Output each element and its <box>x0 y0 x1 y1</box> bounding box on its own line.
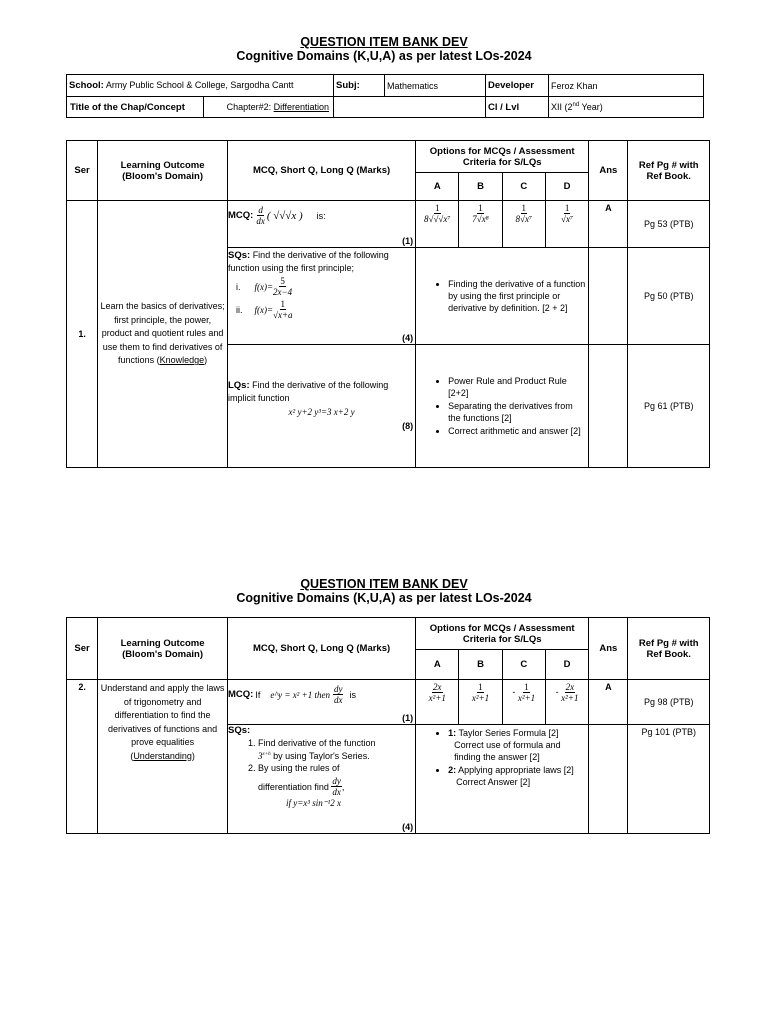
row2-sq-c2b: Correct Answer [2] <box>456 777 531 787</box>
row2-sq <box>227 725 415 834</box>
header-d: D <box>545 173 588 201</box>
row2-sq-c1b: Correct use of formula and finding the answer [2] <box>454 740 561 762</box>
p2-header-lo: Learning Outcome (Bloom's Domain) <box>98 618 228 680</box>
row2-option-c: - $\frac{1}{\text{x²+1}}$ <box>502 680 545 725</box>
row1-sq-ii: ii. <box>235 304 243 315</box>
row1-lq-marks: (8) <box>402 421 414 431</box>
p2-header-b: B <box>459 650 502 680</box>
p2-header-mcq: MCQ, Short Q, Long Q (Marks) <box>227 618 415 680</box>
row2-lo-text: Understand and apply the laws of trigonometry and differentiation to find the derivatives of functions and prove equalities ( <box>100 683 225 761</box>
row1-lq-label: LQs: <box>227 380 250 391</box>
subj-label: Subj: <box>334 75 385 97</box>
page1-main-table <box>66 140 710 468</box>
row1-lq-ref: Pg 61 (PTB) <box>628 345 710 468</box>
row1-sq-ref: Pg 50 (PTB) <box>628 248 710 345</box>
p2-header-c: C <box>502 650 545 680</box>
title-line2: Cognitive Domains (K,U,A) as per latest LOs-2024 <box>236 49 532 63</box>
p2-header-ser: Ser <box>67 618 98 680</box>
row1-option-a: $\frac{1}{\text{8√√√x⁷}}$ <box>416 201 459 248</box>
sq-i-f: f(x)= <box>254 281 274 292</box>
header-mcq: MCQ, Short Q, Long Q (Marks) <box>227 141 415 201</box>
row2-sq-criteria-2 <box>448 764 586 788</box>
row1-sq-criteria: • Finding the derivative of a function by using the first principle or derivative by definition. [2 + 2] <box>448 278 586 314</box>
row1-lo-text: Learn the basics of derivatives; first principle, the power, product and quotient rules and use them to find derivatives of functions ( <box>100 301 225 366</box>
mcq-expression: ( √√√x ) <box>266 209 303 222</box>
info-table <box>66 74 704 118</box>
row1-lq-criteria-2: • Separating the derivatives from the functions [2] <box>448 400 586 424</box>
sq-ii-fraction: $\frac{1}{√x+a}$ <box>273 299 293 320</box>
p2-header-a: A <box>416 650 459 680</box>
title2-line2: Cognitive Domains (K,U,A) as per latest LOs-2024 <box>236 591 532 605</box>
header-ser: Ser <box>67 141 98 201</box>
row1-sq-label: SQs: <box>227 250 251 261</box>
row2-sq-marks: (4) <box>402 822 414 832</box>
row1-mcq-ans: A <box>589 201 628 248</box>
row2-mcq-if: If <box>255 689 261 700</box>
row1-lq-criteria-cell <box>416 345 589 468</box>
row2-mcq-is: is <box>349 689 356 700</box>
p2-header-ref: Ref Pg # with Ref Book. <box>628 618 710 680</box>
row1-mcq <box>227 201 415 248</box>
row2-mcq-ref: Pg 98 (PTB) <box>628 680 710 725</box>
row1-mcq-label: MCQ: <box>227 210 254 221</box>
chap-value-continued <box>334 97 486 118</box>
school-cell <box>67 75 334 97</box>
row1-sq-marks: (4) <box>402 333 414 343</box>
row2-option-b: $\frac{1}{\text{x²+1}}$ <box>459 680 502 725</box>
row2-sq-c1: Taylor Series Formula [2] <box>458 728 559 738</box>
p2-header-ans: Ans <box>589 618 628 680</box>
developer-value: Feroz Khan <box>549 75 704 97</box>
title-line1: QUESTION ITEM BANK DEV <box>300 35 468 49</box>
row1-option-b: $\frac{1}{\text{7√x⁸}}$ <box>459 201 502 248</box>
row1-lo-close: ) <box>204 355 208 366</box>
row2-sq-1b: by using Taylor's Series. <box>273 751 370 761</box>
row1-lo <box>98 201 228 468</box>
row2-sq-label: SQs: <box>227 725 251 736</box>
row1-sq-criteria-cell <box>416 248 589 345</box>
page2-main-table <box>66 617 710 834</box>
chap-label: Title of the Chap/Concept <box>67 97 204 117</box>
row2-ser: 2. <box>67 680 98 834</box>
row2-sq-2c: if y=x³ sin⁻¹2 x <box>285 798 341 808</box>
row1-lq <box>227 345 415 468</box>
chap-value: Differentiation <box>273 102 329 112</box>
title2-line1: QUESTION ITEM BANK DEV <box>300 577 468 591</box>
row2-sq-ans <box>589 725 628 834</box>
header-options: Options for MCQs / Assessment Criteria for S/LQs <box>416 141 589 173</box>
header-a: A <box>416 173 459 201</box>
row2-mcq <box>227 680 415 725</box>
row2-sq-c2-label: 2: <box>448 765 457 775</box>
sq-i-fraction: $\frac{5}{2x-4}$ <box>273 276 293 297</box>
header-ans: Ans <box>589 141 628 201</box>
row1-lq-text: Find the derivative of the following implicit function <box>227 380 389 403</box>
row2-sq-1-text: Find derivative of the function <box>257 738 376 748</box>
row2-lo-close: ) <box>191 750 195 761</box>
row1-lq-ans <box>589 345 628 468</box>
row2-mcq-eq: e^y = x² +1 then <box>270 689 330 700</box>
row2-sq-2-text: By using the rules of <box>257 763 340 773</box>
header-c: C <box>502 173 545 201</box>
mcq-ddx: $\frac{d}{dx}$ <box>256 205 265 226</box>
row1-sq-i: i. <box>235 281 241 292</box>
cl-label: Cl / Lvl <box>486 97 549 118</box>
row2-mcq-dydx: $\frac{dy}{dx}$ <box>333 684 343 705</box>
row1-mcq-ref: Pg 53 (PTB) <box>628 201 710 248</box>
row2-option-d: - $\frac{2x}{\text{x²+1}}$ <box>545 680 588 725</box>
chap-cell <box>67 97 334 118</box>
row2-sq-ref: Pg 101 (PTB) <box>628 725 710 834</box>
row2-mcq-ans: A <box>589 680 628 725</box>
developer-label: Developer <box>486 75 549 97</box>
row1-sq-ans <box>589 248 628 345</box>
row1-sq-text: Find the derivative of the following function using the first principle; <box>227 250 389 273</box>
row1-lq-criteria-3: • Correct arithmetic and answer [2] <box>448 425 586 437</box>
row2-sq-1: 1. Find derivative of the function $3^{x+h}$ by using Taylor's Series. <box>258 737 415 762</box>
header-ref: Ref Pg # with Ref Book. <box>628 141 710 201</box>
row2-sq-c2: Applying appropriate laws [2] <box>458 765 574 775</box>
row2-sq-2b: differentiation find <box>257 781 329 792</box>
row2-sq-criteria-cell <box>416 725 589 834</box>
row1-mcq-is: is: <box>316 210 326 221</box>
row2-sq-2: 2. By using the rules of differentiation find $\frac{dy}{dx}$ , <box>258 762 415 797</box>
row1-lq-criteria-1: • Power Rule and Product Rule [2+2] <box>448 375 586 399</box>
row2-lo-domain: Understanding <box>133 750 192 761</box>
row2-sq-criteria-1 <box>448 727 586 763</box>
p2-header-d: D <box>545 650 588 680</box>
row2-sq-c1-label: 1: <box>448 728 457 738</box>
page1-title <box>0 35 768 63</box>
header-lo: Learning Outcome (Bloom's Domain) <box>98 141 228 201</box>
row2-mcq-marks: (1) <box>402 713 414 723</box>
chap-prefix: Chapter#2: <box>226 102 272 112</box>
row2-lo <box>98 680 228 834</box>
row1-mcq-marks: (1) <box>402 236 414 246</box>
cl-value-cell: XII (2nd Year) <box>549 97 704 118</box>
sq-ii-f: f(x)= <box>254 304 274 315</box>
row1-option-c: $\frac{1}{\text{8√x⁷}}$ <box>502 201 545 248</box>
row1-sq <box>227 248 415 345</box>
school-label: School: <box>69 80 104 91</box>
page2-title <box>0 577 768 605</box>
row1-lo-domain: Knowledge <box>159 355 205 366</box>
row1-ser: 1. <box>67 201 98 468</box>
school-value: Army Public School & College, Sargodha Cantt <box>105 80 294 90</box>
p2-header-options: Options for MCQs / Assessment Criteria for S/LQs <box>416 618 589 650</box>
row1-lq-eq: x² y+2 y³=3 x+2 y <box>288 407 355 417</box>
header-b: B <box>459 173 502 201</box>
row2-mcq-label: MCQ: <box>227 689 254 700</box>
row1-option-d: $\frac{1}{\text{√x⁷}}$ <box>545 201 588 248</box>
row2-option-a: $\frac{2x}{\text{x²+1}}$ <box>416 680 459 725</box>
subj-value: Mathematics <box>385 75 486 97</box>
